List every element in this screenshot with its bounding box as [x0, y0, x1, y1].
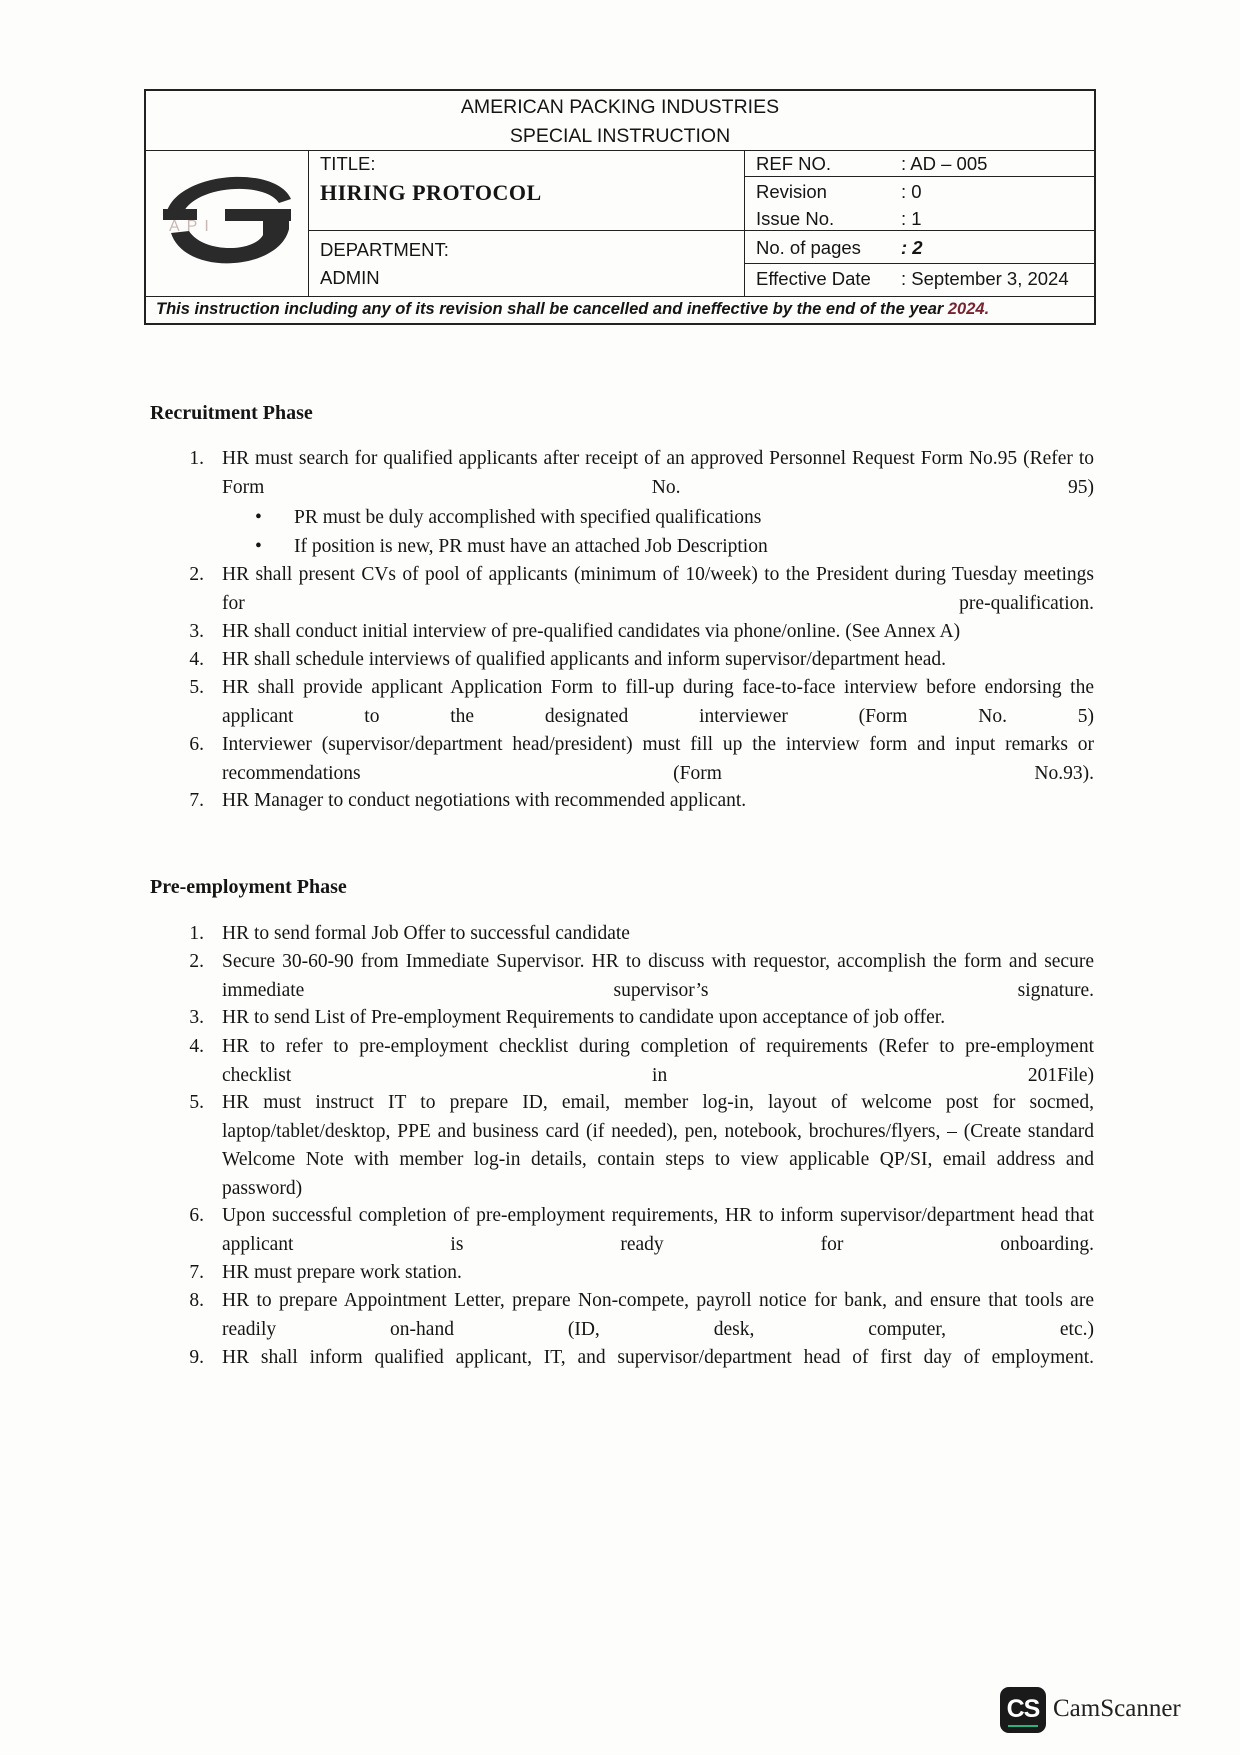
- list-text: HR shall present CVs of pool of applicants (minimum of 10/week) to the President during Tuesday meetings for pre-qualification.: [222, 564, 1094, 614]
- ref-divider: [744, 176, 1094, 177]
- disclaimer-divider: [146, 296, 1094, 297]
- list-number: 2.: [189, 951, 204, 972]
- list-text: HR must search for qualified applicants after receipt of an approved Personnel Request Form No.95 (Refer to Form No. 95): [222, 448, 1094, 498]
- issue-no-label: Issue No.: [756, 208, 835, 229]
- bullet-dot: •: [255, 507, 262, 528]
- list-item: [180, 646, 1094, 675]
- list-item: [180, 920, 1094, 949]
- camscanner-name: CamScanner: [1053, 1695, 1181, 1722]
- list-number: 9.: [189, 1347, 204, 1368]
- company-name: AMERICAN PACKING INDUSTRIES: [460, 96, 780, 118]
- list-text: HR shall conduct initial interview of pre-qualified candidates via phone/online. (See Annex A): [222, 621, 961, 642]
- list-number: 7.: [189, 1262, 204, 1283]
- list-number: 2.: [189, 564, 204, 585]
- list-number: 4.: [189, 1036, 204, 1057]
- list-item: [180, 445, 1094, 502]
- list-number: 3.: [189, 621, 204, 642]
- list-item: [180, 1259, 1094, 1288]
- list-item: [180, 1089, 1094, 1203]
- list-number: 5.: [189, 1092, 204, 1113]
- list-text: HR shall inform qualified applicant, IT, and supervisor/department head of first day of employment.: [222, 1347, 1094, 1368]
- list-number: 7.: [189, 790, 204, 811]
- list-text: HR must prepare work station.: [222, 1262, 462, 1283]
- validity-disclaimer: [156, 300, 989, 319]
- list-number: 8.: [189, 1290, 204, 1311]
- list-text: HR to send formal Job Offer to successful candidate: [222, 923, 630, 944]
- list-text: HR to prepare Appointment Letter, prepare Non-compete, payroll notice for bank, and ensure that tools are readily on-hand (ID, desk, computer, etc.): [222, 1290, 1094, 1340]
- ref-no-value: : AD – 005: [901, 153, 988, 174]
- disclaimer-year: 2024.: [947, 300, 990, 318]
- list-item: [180, 1033, 1094, 1090]
- list-text: Upon successful completion of pre-employment requirements, HR to inform supervisor/department head that applicant is ready for onboarding.: [222, 1205, 1094, 1255]
- title-divider: [308, 230, 744, 231]
- effective-date-label: Effective Date: [756, 268, 871, 289]
- list-item: [180, 731, 1094, 788]
- pre-employment-phase-heading: Pre-employment Phase: [150, 876, 347, 898]
- list-text: HR shall provide applicant Application Form to fill-up during face-to-face interview before endorsing the applicant to the designated interviewer (Form No. 5): [222, 677, 1094, 727]
- list-text: HR shall schedule interviews of qualified applicants and inform supervisor/department head.: [222, 649, 947, 670]
- camscanner-logo-icon: CS: [1000, 1687, 1046, 1733]
- issue-divider: [744, 230, 1094, 231]
- list-text: HR to refer to pre-employment checklist during completion of requirements (Refer to pre-employment checklist in 201File): [222, 1036, 1094, 1086]
- document-title: HIRING PROTOCOL: [320, 180, 542, 205]
- revision-label: Revision: [756, 181, 827, 202]
- sub-bullet-item: [255, 504, 761, 533]
- list-number: 4.: [189, 649, 204, 670]
- list-text: Interviewer (supervisor/department head/president) must fill up the interview form and input remarks or recommendations (Form No.93).: [222, 734, 1094, 784]
- list-number: 6.: [189, 734, 204, 755]
- title-label: TITLE:: [320, 153, 376, 174]
- list-number: 3.: [189, 1007, 204, 1028]
- issue-no-value: : 1: [901, 208, 922, 229]
- disclaimer-text: This instruction including any of its revision shall be cancelled and ineffective by the end of the year: [156, 300, 948, 318]
- list-text: HR must instruct IT to prepare ID, email, member log-in, layout of welcome post for socmed, laptop/tablet/desktop, PPE and business card (if needed), pen, notebook, brochures/flyers, – (Create standard Welcome Note with member log-in details, contain steps to view applicable QP/SI, email address and password): [222, 1092, 1094, 1199]
- revision-value: : 0: [901, 181, 922, 202]
- bullet-text: If position is new, PR must have an attached Job Description: [294, 536, 768, 557]
- list-number: 6.: [189, 1205, 204, 1226]
- list-text: HR Manager to conduct negotiations with recommended applicant.: [222, 790, 747, 811]
- document-type: SPECIAL INSTRUCTION: [509, 125, 731, 147]
- list-text: HR to send List of Pre-employment Requirements to candidate upon acceptance of job offer.: [222, 1007, 946, 1028]
- list-item: [180, 1344, 1094, 1373]
- list-item: [180, 618, 1094, 647]
- department-label: DEPARTMENT:: [320, 239, 449, 260]
- recruitment-phase-heading: Recruitment Phase: [150, 402, 313, 424]
- effective-date-value: : September 3, 2024: [901, 268, 1069, 289]
- bullet-dot: •: [255, 536, 262, 557]
- company-logo: [161, 159, 296, 284]
- meta-divider: [744, 150, 745, 296]
- list-item: [180, 1004, 1094, 1033]
- pages-label: No. of pages: [756, 237, 861, 258]
- list-item: [180, 674, 1094, 731]
- logo-divider: [308, 150, 309, 296]
- list-number: 5.: [189, 677, 204, 698]
- list-item: [180, 787, 1094, 816]
- ref-no-label: REF NO.: [756, 153, 832, 174]
- pages-value: : 2: [901, 237, 923, 258]
- list-text: Secure 30-60-90 from Immediate Supervisor. HR to discuss with requestor, accomplish the form and secure immediate supervisor’s signature.: [222, 951, 1094, 1001]
- list-item: [180, 948, 1094, 1005]
- list-item: [180, 561, 1094, 618]
- list-number: 1.: [189, 448, 204, 469]
- logo-letters: API: [169, 218, 216, 235]
- list-item: [180, 1287, 1094, 1344]
- list-item: [180, 1202, 1094, 1259]
- department-value: ADMIN: [320, 267, 380, 288]
- sub-bullet-item: [255, 533, 768, 562]
- header-divider: [146, 150, 1094, 151]
- bullet-text: PR must be duly accomplished with specified qualifications: [294, 507, 762, 528]
- list-number: 1.: [189, 923, 204, 944]
- document-header-table: [144, 89, 1096, 325]
- pages-divider: [744, 263, 1094, 264]
